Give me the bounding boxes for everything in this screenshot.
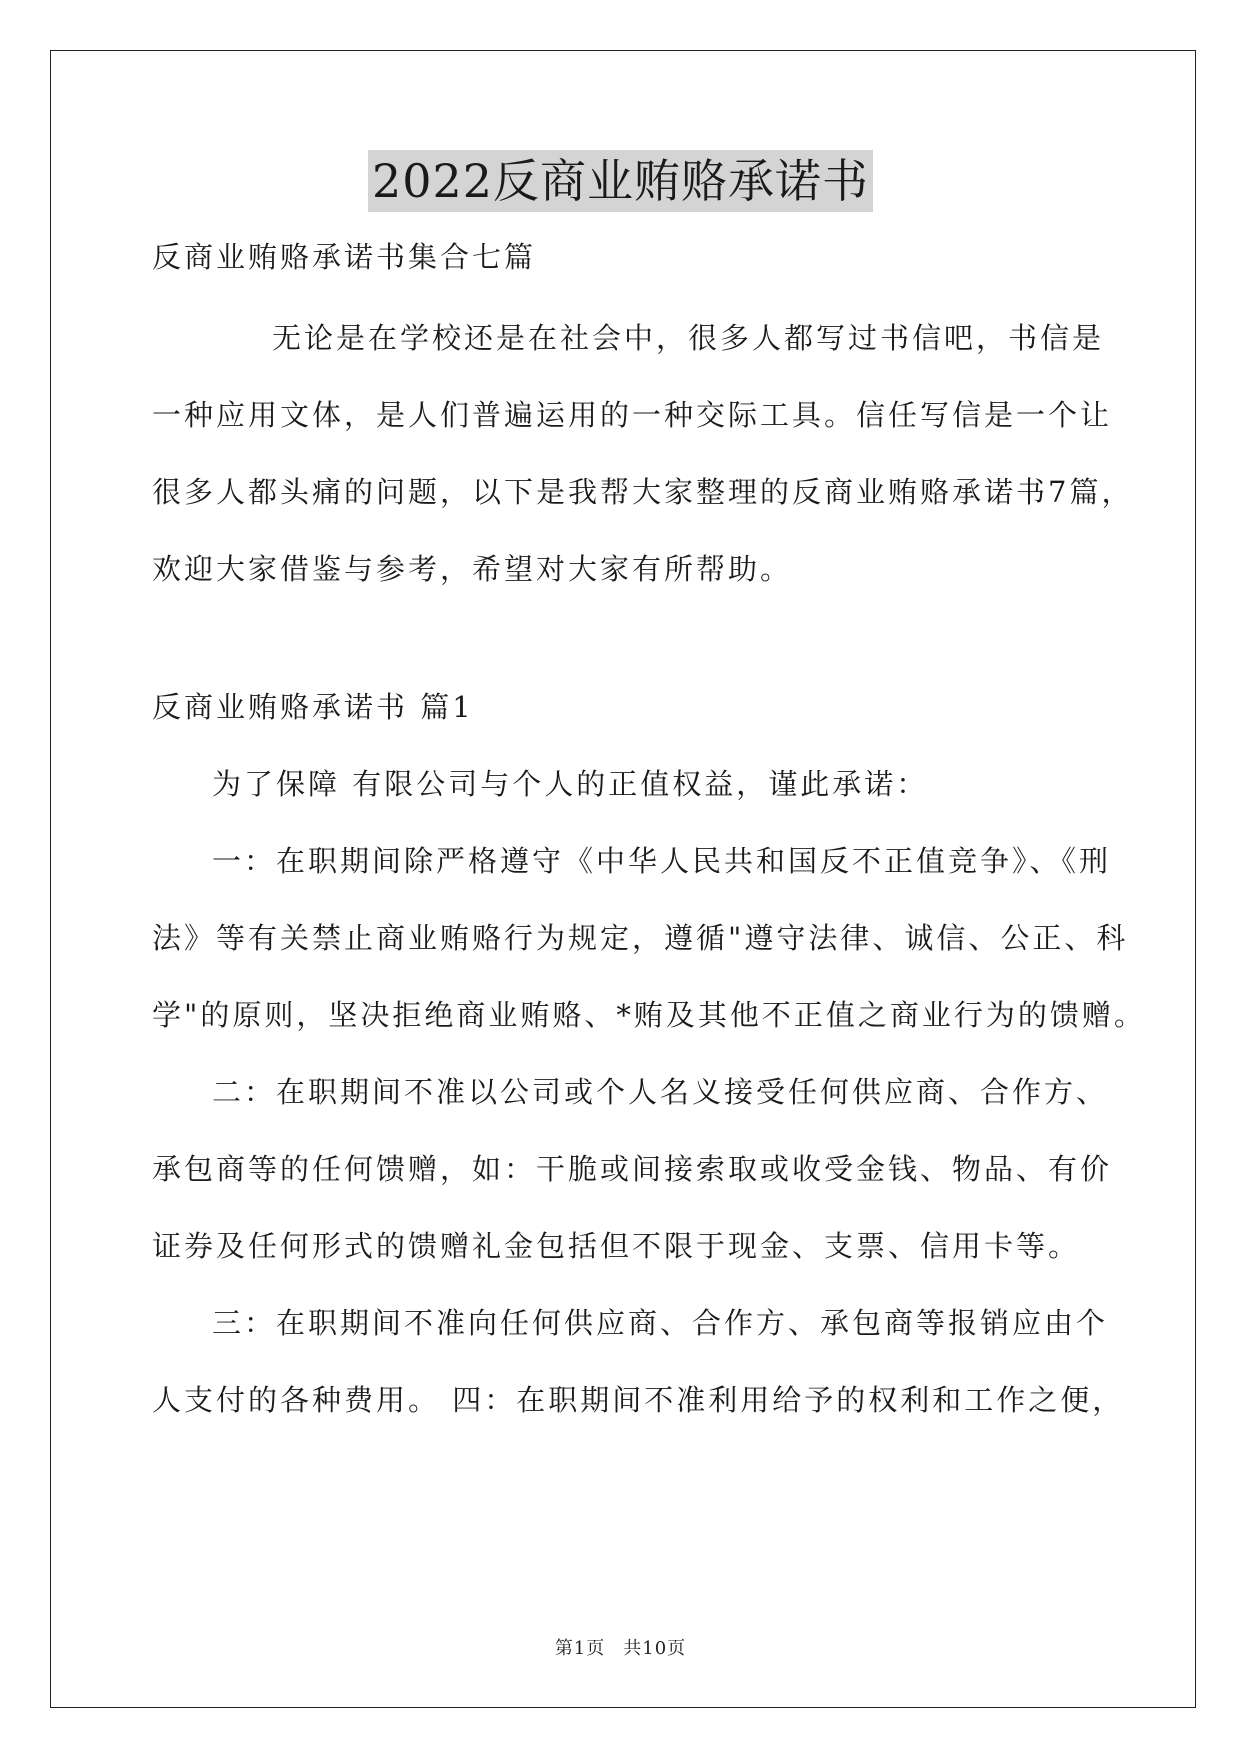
title-container (0, 150, 1241, 212)
document-title: 2022反商业贿赂承诺书 (368, 150, 873, 212)
section-heading: 反商业贿赂承诺书 篇1 (152, 690, 474, 724)
paragraph-line: 承包商等的任何馈赠，如：干脆或间接索取或收受金钱、物品、有价 (152, 1152, 1113, 1186)
paragraph-line: 人支付的各种费用。 四：在职期间不准利用给予的权利和工作之便， (152, 1383, 1125, 1417)
paragraph-line: 为了保障 有限公司与个人的正值权益，谨此承诺： (212, 767, 929, 801)
page-number: 第1页 (554, 1638, 606, 1659)
paragraph-line: 证券及任何形式的馈赠礼金包括但不限于现金、支票、信用卡等。 (152, 1229, 1081, 1263)
page-total: 共10页 (623, 1638, 687, 1659)
subtitle-line: 反商业贿赂承诺书集合七篇 (152, 240, 537, 274)
paragraph-line: 很多人都头痛的问题，以下是我帮大家整理的反商业贿赂承诺书7篇， (152, 475, 1134, 509)
paragraph-line: 一种应用文体，是人们普遍运用的一种交际工具。信任写信是一个让 (152, 398, 1113, 432)
paragraph-line: 学"的原则，坚决拒绝商业贿赂、*贿及其他不正值之商业行为的馈赠。 (152, 998, 1146, 1032)
paragraph-line: 三：在职期间不准向任何供应商、合作方、承包商等报销应由个 (212, 1306, 1109, 1340)
paragraph-line: 法》等有关禁止商业贿赂行为规定，遵循"遵守法律、诚信、公正、科 (152, 921, 1129, 955)
paragraph-line: 一：在职期间除严格遵守《中华人民共和国反不正值竞争》、《刑 (212, 844, 1112, 878)
paragraph-line: 欢迎大家借鉴与参考，希望对大家有所帮助。 (152, 552, 793, 586)
page-footer (0, 1634, 1241, 1660)
paragraph-line: 无论是在学校还是在社会中，很多人都写过书信吧，书信是 (272, 321, 1105, 355)
paragraph-line: 二：在职期间不准以公司或个人名义接受任何供应商、合作方、 (212, 1075, 1109, 1109)
